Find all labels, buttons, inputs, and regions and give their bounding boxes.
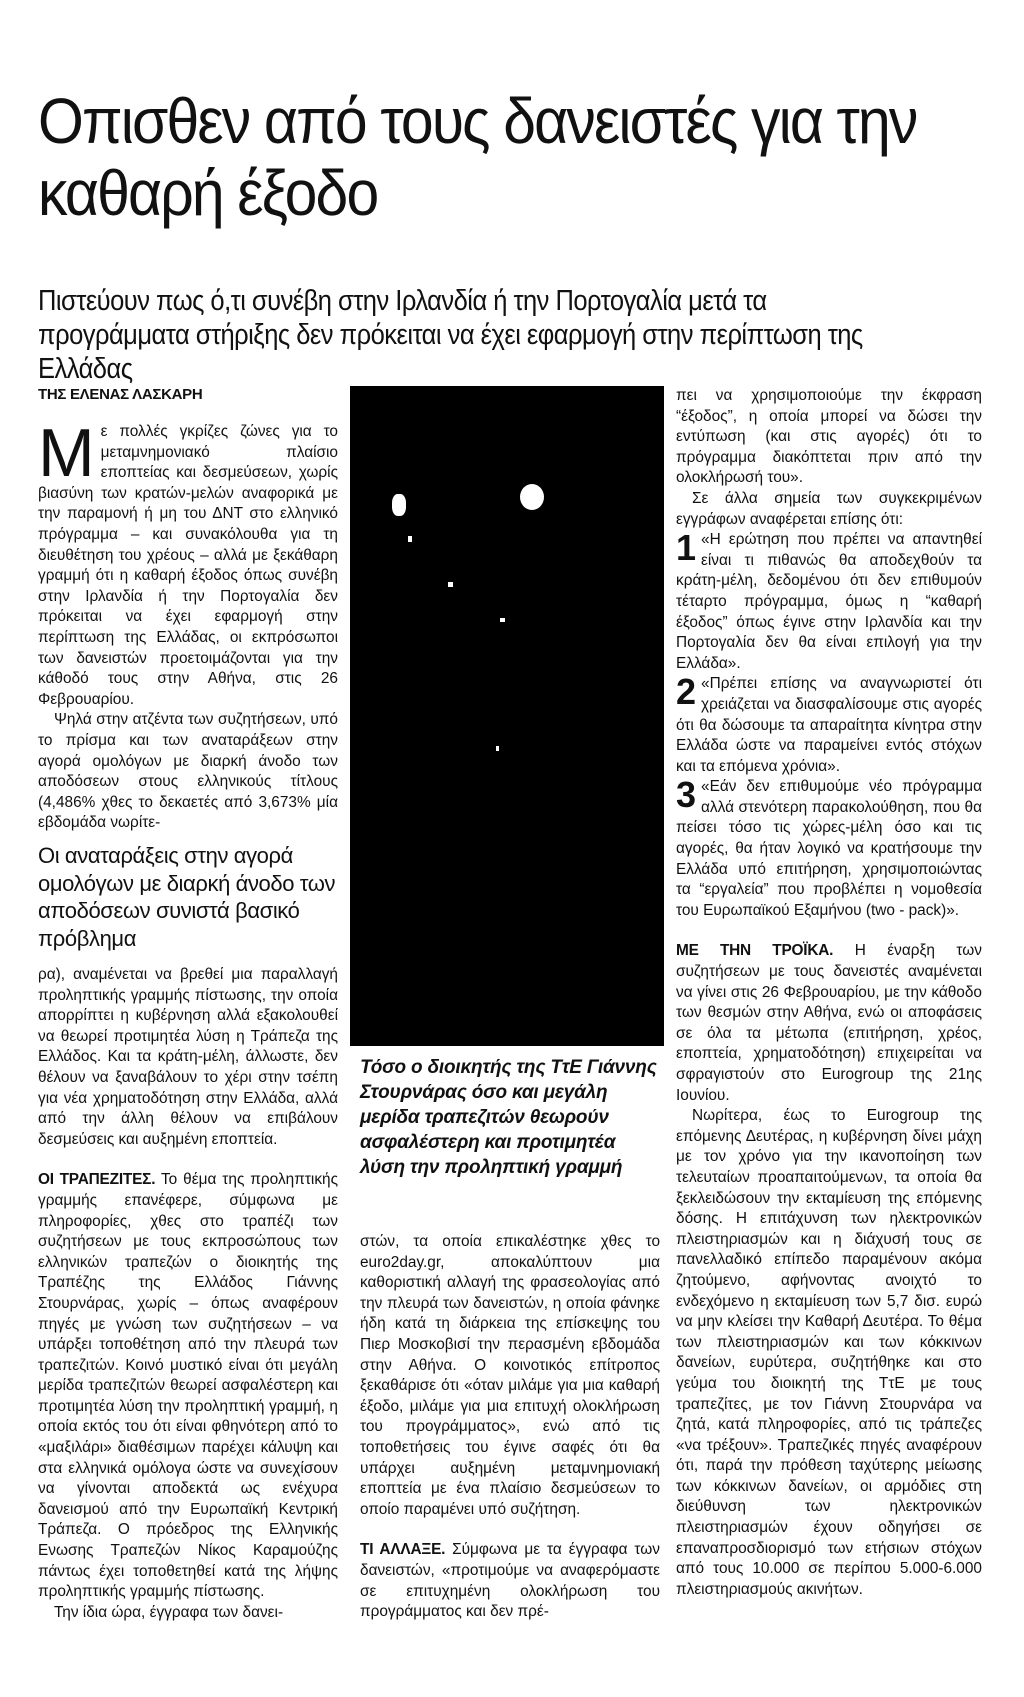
numbered-item-1 xyxy=(676,527,982,674)
pull-quote: Οι αναταράξεις στην αγορά ομολόγων με διαρκή άνοδο των αποδόσεων συνιστά βασικό πρόβλημα xyxy=(38,843,336,951)
photo-highlight xyxy=(496,746,499,751)
numbered-item-2 xyxy=(676,671,982,777)
column-1-top xyxy=(38,415,338,834)
section-paragraph xyxy=(676,941,982,1106)
item-number: 3 xyxy=(676,774,697,816)
lead-text: ε πολλές γκρίζες ζώνες για το μεταμνημονιακό πλαίσιο εποπτείας και δεσμεύσεων, χωρίς βιασύνη των κρατών-μελών αναφορικά με την παραμονή ή μη του ΔΝΤ στο ελληνικό πρόγραμμα – και συνακόλουθα για τη διευθέτηση του χρέους – αλλά με ξεκάθαρη γραμμή ότι η καθαρή έξοδος όπως συνέβη στην Ιρλανδία ή την Πορτογαλία δεν πρόκειται να έχει εφαρμογή στην περίπτωση της Ελλάδας, οι εκπρόσωποι των δανειστών προετοιμάζονται για την κάθοδό τους στην Αθήνα, στις 26 Φεβρουαρίου. xyxy=(38,423,338,708)
photo-highlight xyxy=(520,484,544,510)
numbered-item-3 xyxy=(676,774,982,921)
photo-highlight xyxy=(500,618,505,622)
section-paragraph xyxy=(38,1170,338,1602)
paragraph: ρα), αναμένεται να βρεθεί μια παραλλαγή προληπτικής γραμμής πίστωσης, την οποία απορρίπτει η κυβέρνηση αλλά εξακολουθεί να θεωρεί προτιμητέα λύση η Τράπεζα της Ελλάδος. Και τα κράτη-μέλη, άλλωστε, δεν θέλουν να ξαναβάλουν το χέρι στην τσέπη για νέα χρηματοδότηση στην Ελλάδα, αλλά από την άλλη θέλουν να επιβάλουν δεσμεύσεις και αυξημένη εποπτεία. xyxy=(38,966,338,1148)
paragraph: Σε άλλα σημεία των συγκεκριμένων εγγράφων αναφέρεται επίσης ότι: xyxy=(676,489,982,528)
photo-highlight xyxy=(448,582,453,587)
photo-credit: EUROKINISSI ... ΚΟΝΤΑΡΙΝΗΣ xyxy=(707,1286,716,1426)
photo-highlight xyxy=(392,494,406,516)
section-kicker: ΜΕ ΤΗΝ ΤΡΟΪΚΑ. xyxy=(676,942,834,960)
lead-paragraph xyxy=(38,415,338,710)
paragraph: Την ίδια ώρα, έγγραφα των δανει- xyxy=(54,1603,284,1621)
section-text: Η έναρξη των συζητήσεων με τους δανειστές αναμένεται να γίνει στις 26 Φεβρουαρίου, με την κάθοδο των θεσμών στην Αθήνα, ενώ οι αποφάσεις σε όλα τα μέτωπα (επιτήρηση, χρέος, εποπτεία, χρηματοδότηση) επιχειρείται να σφραγιστούν στο Eurogroup της 21ης Ιουνίου. xyxy=(676,942,983,1104)
paragraph: Ψηλά στην ατζέντα των συζητήσεων, υπό το πρίσμα και των αναταράξεων στην αγορά ομολόγων με διαρκή άνοδο των αποδόσεων στους ελληνικούς τίτλους (4,486% χθες το δεκαετές από 3,673% μία εβδομάδα νωρίτε- xyxy=(38,711,338,832)
paragraph: πει να χρησιμοποιούμε την έκφραση “έξοδος”, η οποία μπορεί να δώσει την εντύπωση (και στις αγορές) ότι το πρόγραμμα διακόπτεται πριν από την ολοκλήρωσή του». xyxy=(676,387,982,487)
section-text: Το θέμα της προληπτικής γραμμής επανέφερε, σύμφωνα με πληροφορίες, χθες στο τραπέζι των συζητήσεων με τους εκπροσώπους των ελληνικών τραπεζών ο διοικητής της Τραπέζης της Ελλάδος Γιάννης Στουρνάρας, χωρίς – όπως αναφέρουν πηγές με γνώση των συζητήσεων – να υπάρξει τοποθέτηση από την πλευρά των τραπεζιτών. Κοινό μυστικό είναι ότι μεγάλη μερίδα τραπεζιτών θεωρεί ασφαλέστερη και προτιμητέα λύση την προληπτική γραμμή, η οποία εκτός του ότι είναι φθηνότερη από το «μαξιλάρι» διαθέσιμων παρέχει κάλυψη και στα ελληνικά ομόλογα ώστε να συνεχίσουν να γίνονται αποδεκτά ως ενέχυρα δανεισμού από την Ευρωπαϊκή Κεντρική Τράπεζα. Ο πρόεδρος της Ελληνικής Ενωσης Τραπεζών Νίκος Καραμούζης πάντως έχει τοποθετηθεί κατά της λήψης προληπτικής γραμμής πίστωσης. xyxy=(38,1171,338,1601)
item-number: 2 xyxy=(676,671,697,713)
article-subtitle: Πιστεύουν πως ό,τι συνέβη στην Ιρλανδία ή την Πορτογαλία μετά τα προγράμματα στήριξης δεν πρόκειται να έχει εφαρμογή στην περίπτωση της Ελλάδας xyxy=(38,285,863,385)
column-1-bottom xyxy=(38,965,338,1623)
section-kicker: ΤΙ ΑΛΛΑΞΕ. xyxy=(360,1541,446,1559)
column-2 xyxy=(360,1232,660,1623)
column-3 xyxy=(676,386,982,1600)
section-text: Σύμφωνα με τα έγγραφα των δανειστών, «προτιμούμε να αναφερόμαστε σε επιτυχημένη ολοκλήρωση του προγράμματος και δεν πρέ- xyxy=(360,1541,660,1621)
section-paragraph xyxy=(360,1540,660,1622)
item-number: 1 xyxy=(676,527,697,569)
item-text: «Εάν δεν επιθυμούμε νέο πρόγραμμα αλλά στενότερη παρακολούθηση, που θα πείσει τόσο τις χώρες-μέλη όσο και τις αγορές, θα ήταν λογικό να κρατήσουμε την Ελλάδα υπό επιτήρηση, χρησιμοποιώντας τα “εργαλεία” που προβλέπει η νομοθεσία του Ευρωπαϊκού Εξαμήνου (two - pack)». xyxy=(676,778,982,919)
photo-caption: Τόσο ο διοικητής της ΤτΕ Γιάννης Στουρνάρας όσο και μεγάλη μερίδα τραπεζιτών θεωρούν ασφαλέστερη και προτιμητέα λύση την προληπτική γραμμή xyxy=(360,1057,657,1178)
item-text: «Πρέπει επίσης να αναγνωριστεί ότι χρειάζεται να διασφαλίσουμε στις αγορές ότι θα δώσουμε τα απαραίτητα κίνητρα στην Ελλάδα ώστε να παραμείνει εντός στόχων και τα επόμενα χρόνια». xyxy=(676,675,982,775)
section-kicker: ΟΙ ΤΡΑΠΕΖΙΤΕΣ. xyxy=(38,1171,156,1189)
photo-highlight xyxy=(408,536,412,542)
drop-cap: Μ xyxy=(38,415,95,491)
item-text: «Η ερώτηση που πρέπει να απαντηθεί είναι τι πιθανώς θα αποδεχθούν τα κράτη-μέλη, δεδομένου ότι δεν επιθυμούν τέταρτο πρόγραμμα, όμως η “καθαρή έξοδος” όπως έγινε στην Ιρλανδία και την Πορτογαλία δεν θα είναι επιλογή για την Ελλάδα». xyxy=(676,531,982,672)
paragraph: στών, τα οποία επικαλέστηκε χθες το euro2day.gr, αποκαλύπτουν μια καθοριστική αλλαγή της φρασεολογίας από την πλευρά των δανειστών, η οποία φάνηκε ήδη κατά τη διάρκεια της επίσκεψης του Πιερ Μοσκοβισί την περασμένη εβδομάδα στην Αθήνα. Ο κοινοτικός επίτροπος ξεκαθάρισε ότι «όταν μιλάμε για μια καθαρή έξοδο, μιλάμε για μια επιτυχή ολοκλήρωση του προγράμματος», ενώ από τις τοποθετήσεις του έγινε σαφές ότι θα υπάρχει αυξημένη μεταμνημονιακή εποπτεία με ένα πλαίσιο δεσμεύσεων το οποίο παραμένει υπό συζήτηση. xyxy=(360,1233,660,1518)
paragraph: Νωρίτερα, έως το Eurogroup της επόμενης Δευτέρας, η κυβέρνηση δίνει μάχη με τον χρόνο για την ικανοποίηση των τελευταίων προαπαιτούμενων, τα οποία θα ξεκλειδώσουν την εκταμίευση της επόμενης δόσης. Η επιτάχυνση των ηλεκτρονικών πλειστηριασμών και η διάχυσή τους σε πανελλαδικό επίπεδο παραμένουν ακόμα ζητούμενο, αφήνοντας ανοιχτό το ενδεχόμενο η εκταμίευση των 5,7 δισ. ευρώ να μην κλείσει την Καθαρή Δευτέρα. Το θέμα των πλειστηριασμών και των κόκκινων δανείων, ευρύτερα, συζητήθηκε και στο γεύμα του διοικητή της ΤτΕ με τους τραπεζίτες, με τον Γιάννη Στουρνάρα να ζητά, κατά πληροφορίες, από τις τράπεζες «να τρέξουν». Τραπεζικές πηγές αναφέρουν ότι, παρά την πρόθεση ταχύτερης μείωσης των κόκκινων δανείων, οι αρμόδιες στη διεύθυνση των ηλεκτρονικών πλειστηριασμών έχουν οδηγήσει σε επαναπροσδιορισμό των ετήσιων στόχων από τους 10.000 σε περίπου 5.000-6.000 πλειστηριασμούς ακινήτων. xyxy=(676,1107,982,1598)
article-byline: ΤΗΣ ΕΛΕΝΑΣ ΛΑΣΚΑΡΗ xyxy=(38,386,203,403)
article-headline: Οπισθεν από τους δανειστές για την καθαρή έξοδο xyxy=(38,85,917,229)
